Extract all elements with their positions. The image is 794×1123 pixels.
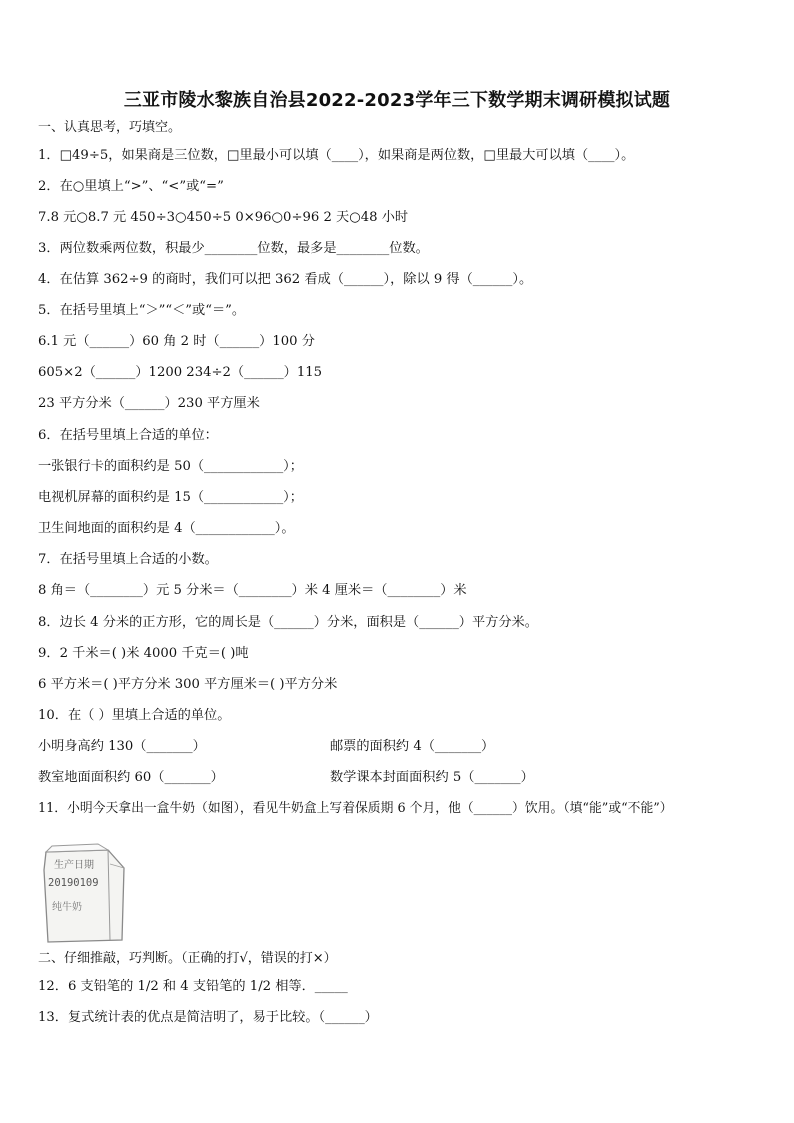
question-10-item-b: 邮票的面积约 4（_______） (330, 739, 495, 754)
question-9-line-1: 9．2 千米＝( )米 4000 千克＝( )吨 (38, 646, 249, 661)
question-8: 8．边长 4 分米的正方形，它的周长是（______）分米，面积是（______）平方分米。 (38, 615, 538, 630)
milk-product-name: 纯牛奶 (52, 902, 82, 913)
question-7: 7．在括号里填上合适的小数。 (38, 552, 218, 567)
question-10: 10．在（ ）里填上合适的单位。 (38, 708, 231, 723)
milk-date-value: 20190109 (48, 877, 99, 889)
question-10-item-d: 数学课本封面面积约 5（_______） (330, 770, 534, 785)
section-1-heading: 一、认真思考，巧填空。 (38, 120, 182, 135)
question-5: 5．在括号里填上“＞”“＜”或“＝”。 (38, 303, 246, 318)
question-10-item-c: 教室地面面积约 60（_______） (38, 770, 224, 785)
question-2: 2．在○里填上“>”、“<”或“=” (38, 179, 224, 194)
question-10-item-a: 小明身高约 130（_______） (38, 739, 206, 754)
milk-carton-image (38, 840, 128, 944)
page-title: 三亚市陵水黎族自治县2022-2023学年三下数学期末调研模拟试题 (123, 90, 671, 111)
question-13: 13．复式统计表的优点是简洁明了，易于比较。（______） (38, 1010, 378, 1025)
question-6-line-2: 电视机屏幕的面积约是 15（____________）； (38, 490, 303, 505)
question-1: 1．□49÷5，如果商是三位数，□里最小可以填（____），如果商是两位数，□里最大可以填（____）。 (38, 148, 635, 163)
milk-date-label: 生产日期 (54, 860, 94, 871)
question-2-items: 7.8 元○8.7 元 450÷3○450÷5 0×96○0÷96 2 天○48 小时 (38, 210, 409, 225)
question-12: 12．6 支铅笔的 1/2 和 4 支铅笔的 1/2 相等．_____ (38, 979, 348, 994)
question-5-line-3: 23 平方分米（______）230 平方厘米 (38, 396, 260, 411)
question-3: 3．两位数乘两位数，积最少________位数，最多是________位数。 (38, 241, 429, 256)
question-6-line-3: 卫生间地面的面积约是 4（____________）。 (38, 521, 295, 536)
question-5-line-1: 6.1 元（______）60 角 2 时（______）100 分 (38, 334, 315, 349)
question-4: 4．在估算 362÷9 的商时，我们可以把 362 看成（______），除以 9 得（______）。 (38, 272, 533, 287)
question-6: 6．在括号里填上合适的单位： (38, 428, 218, 443)
question-9-line-2: 6 平方米＝( )平方分米 300 平方厘米＝( )平方分米 (38, 677, 338, 692)
question-11: 11．小明今天拿出一盒牛奶（如图），看见牛奶盒上写着保质期 6 个月，他（______）饮用。（填“能”或“不能”） (38, 801, 673, 816)
question-7-line-1: 8 角＝（________）元 5 分米＝（________）米 4 厘米＝（________）米 (38, 583, 467, 598)
question-6-line-1: 一张银行卡的面积约是 50（____________）； (38, 459, 303, 474)
section-2-heading: 二、仔细推敲，巧判断。（正确的打√，错误的打×） (38, 951, 337, 966)
question-5-line-2: 605×2（______）1200 234÷2（______）115 (38, 365, 323, 380)
